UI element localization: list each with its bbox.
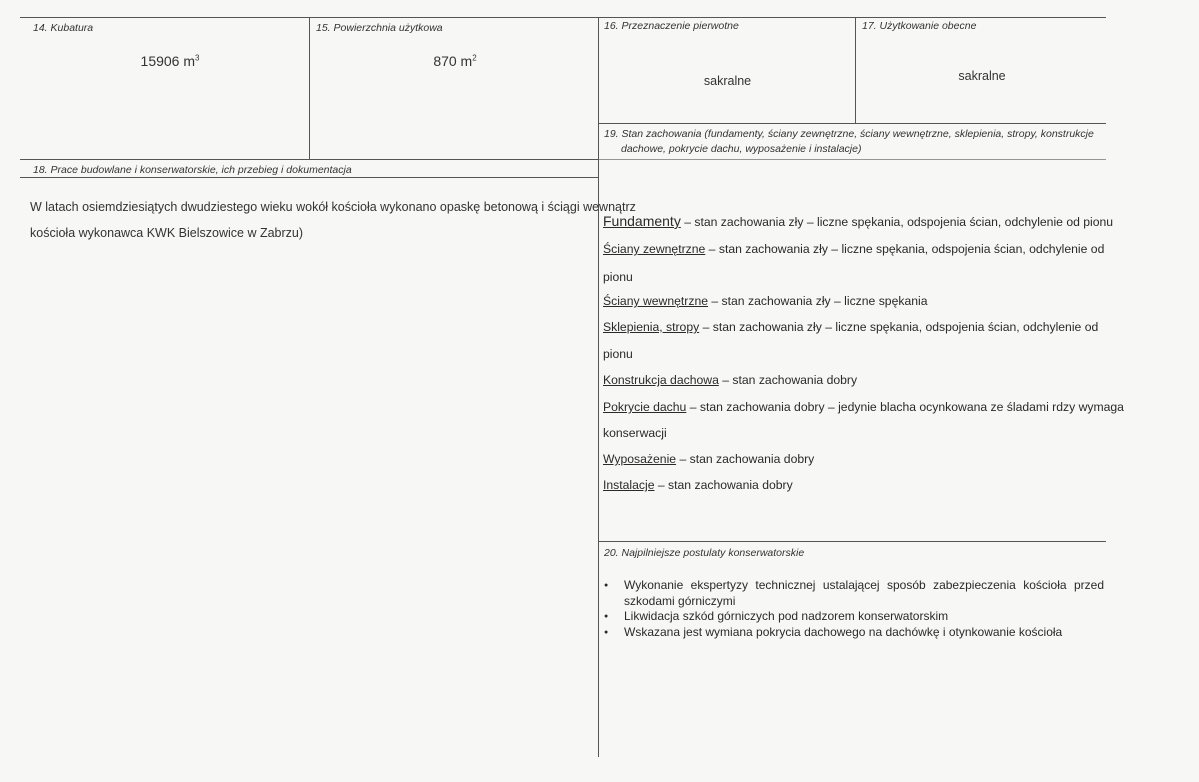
condition-name: Ściany zewnętrzne xyxy=(603,242,706,256)
field-16-value: sakralne xyxy=(703,74,752,88)
field-17-value: sakralne xyxy=(958,69,1006,83)
field-19-label-1: 19. Stan zachowania (fundamenty, ściany zewnętrzne, ściany wewnętrzne, sklepienia, stropy, konstrukcje xyxy=(604,128,1094,140)
field-15-label: 15. Powierzchnia użytkowa xyxy=(316,22,443,34)
top-border xyxy=(20,17,1106,18)
condition-continuation: pionu xyxy=(603,347,633,361)
field-20-label: 20. Najpilniejsze postulaty konserwatorskie xyxy=(604,547,805,559)
area-value: 870 m xyxy=(433,53,473,69)
condition-continuation: pionu xyxy=(603,270,633,284)
condition-name: Fundamenty xyxy=(603,213,681,229)
condition-sciany-wewnetrzne xyxy=(603,294,928,308)
condition-text: – stan zachowania zły – liczne spękania xyxy=(708,294,928,308)
condition-konstrukcja xyxy=(603,373,857,387)
divider-15-16 xyxy=(598,17,599,757)
condition-name: Wyposażenie xyxy=(603,452,677,466)
field-14-value xyxy=(30,53,310,69)
condition-text: – stan zachowania zły – liczne spękania, odspojenia ścian, odchylenie od xyxy=(699,320,1099,334)
condition-name: Sklepienia, stropy xyxy=(603,320,700,334)
condition-name: Konstrukcja dachowa xyxy=(603,373,719,387)
field-18-line-2: kościoła wykonawca KWK Bielszowice w Zabrzu) xyxy=(30,226,304,240)
condition-sklepienia xyxy=(603,320,1098,334)
field-18-label: 18. Prace budowlane i konserwatorskie, ich przebieg i dokumentacja xyxy=(33,164,352,176)
condition-instalacje xyxy=(603,478,793,492)
volume-value: 15906 m xyxy=(140,53,196,69)
divider-under-19-label xyxy=(598,159,1106,160)
field-17-label: 17. Użytkowanie obecne xyxy=(862,20,977,32)
condition-name: Ściany wewnętrzne xyxy=(603,294,708,308)
field-19-label-2: dachowe, pokrycie dachu, wyposażenie i instalacje) xyxy=(621,143,862,155)
condition-text: – stan zachowania zły – liczne spękania, odspojenia ścian, odchylenie od xyxy=(705,242,1105,256)
condition-text: – stan zachowania dobry xyxy=(654,478,793,492)
divider-under-14-15 xyxy=(20,159,598,160)
condition-continuation: konserwacji xyxy=(603,426,667,440)
field-15-value xyxy=(312,53,598,69)
field-18-line-1: W latach osiemdziesiątych dwudziestego wieku wokół kościoła wykonano opaskę betonową i ściągi wewnątrz xyxy=(30,200,636,214)
condition-text: – stan zachowania zły – liczne spękania, odspojenia ścian, odchylenie od pionu xyxy=(680,215,1114,229)
condition-fundamenty xyxy=(603,213,1113,229)
divider-above-20 xyxy=(598,541,1106,542)
condition-text: – stan zachowania dobry xyxy=(676,452,815,466)
field-16-label: 16. Przeznaczenie pierwotne xyxy=(604,20,739,32)
list-item: ● Wykonanie ekspertyzy technicznej ustalającej sposób zabezpieczenia kościoła przed szkodami górniczymi xyxy=(604,578,1104,609)
divider-under-18-label xyxy=(20,177,598,178)
condition-wyposazenie xyxy=(603,452,814,466)
field-14-label: 14. Kubatura xyxy=(33,22,94,34)
condition-name: Instalacje xyxy=(603,478,655,492)
condition-name: Pokrycie dachu xyxy=(603,400,687,414)
divider-under-16-17 xyxy=(598,123,1106,124)
list-item: ● Likwidacja szkód górniczych pod nadzorem konserwatorskim xyxy=(604,609,1104,625)
condition-text: – stan zachowania dobry xyxy=(718,373,858,387)
condition-text: – stan zachowania dobry – jedynie blacha ocynkowana ze śladami rdzy wymaga xyxy=(686,400,1124,414)
volume-unit-exp: 3 xyxy=(195,53,200,63)
condition-pokrycie xyxy=(603,400,1124,414)
condition-sciany-zewnetrzne xyxy=(603,242,1104,256)
divider-16-17 xyxy=(855,17,856,123)
postulates-list xyxy=(604,578,1104,640)
area-unit-exp: 2 xyxy=(472,53,477,63)
list-item: ● Wskazana jest wymiana pokrycia dachowego na dachówkę i otynkowanie kościoła xyxy=(604,625,1104,641)
divider-14-15 xyxy=(309,17,310,159)
